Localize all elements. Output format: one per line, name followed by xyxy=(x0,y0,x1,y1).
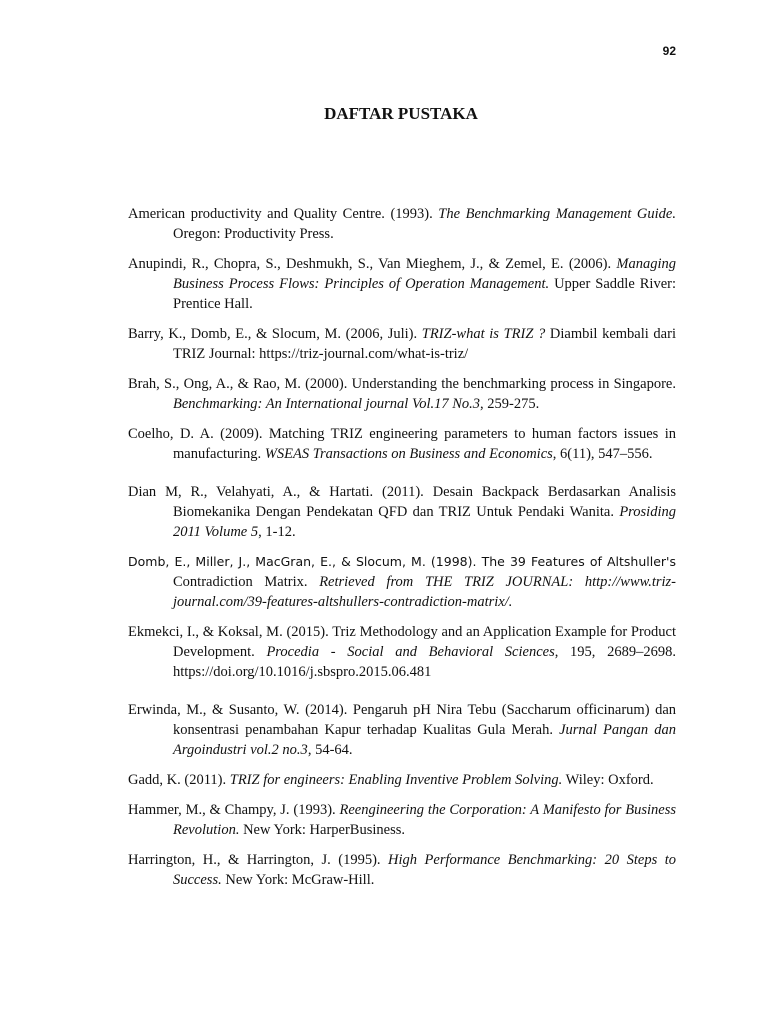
reference-entry: Ekmekci, I., & Koksal, M. (2015). Triz Methodology and an Application Example for Product Development. Procedia - Social and Behavioral Sciences, 195, 2689–2698. https://doi.org/10.1016/j.sbspro.2015.06.481 xyxy=(128,624,677,680)
reference-entry: Coelho, D. A. (2009). Matching TRIZ engineering parameters to human factors issues in manufacturing. WSEAS Transactions on Business and Economics, 6(11), 547–556. xyxy=(128,426,676,462)
reference-entry: Brah, S., Ong, A., & Rao, M. (2000). Understanding the benchmarking process in Singapore. Benchmarking: An International journal Vol.17 No.3, 259-275. xyxy=(128,376,676,412)
reference-entry: Anupindi, R., Chopra, S., Deshmukh, S., Van Mieghem, J., & Zemel, E. (2006). Managing Business Process Flows: Principles of Operation Management. Upper Saddle River: Prentice Hall. xyxy=(128,256,676,312)
reference-entry: Hammer, M., & Champy, J. (1993). Reengineering the Corporation: A Manifesto for Business Revolution. New York: HarperBusiness. xyxy=(128,802,676,838)
reference-list xyxy=(128,204,676,900)
reference-entry: Harrington, H., & Harrington, J. (1995). High Performance Benchmarking: 20 Steps to Success. New York: McGraw-Hill. xyxy=(128,852,676,888)
reference-entry: Dian M, R., Velahyati, A., & Hartati. (2011). Desain Backpack Berdasarkan Analisis Biomekanika Dengan Pendekatan QFD dan TRIZ Untuk Pendaki Wanita. Prosiding 2011 Volume 5, 1-12. xyxy=(128,484,676,540)
reference-entry: Gadd, K. (2011). TRIZ for engineers: Enabling Inventive Problem Solving. Wiley: Oxford. xyxy=(128,772,654,788)
page-title: DAFTAR PUSTAKA xyxy=(324,104,478,123)
reference-entry: American productivity and Quality Centre. (1993). The Benchmarking Management Guide. Oregon: Productivity Press. xyxy=(128,206,676,242)
reference-entry: Erwinda, M., & Susanto, W. (2014). Pengaruh pH Nira Tebu (Saccharum officinarum) dan konsentrasi penambahan Kapur terhadap Kualitas Gula Merah. Jurnal Pangan dan Argoindustri vol.2 no.3, 54-64. xyxy=(128,702,676,758)
reference-entry: Barry, K., Domb, E., & Slocum, M. (2006, Juli). TRIZ-what is TRIZ ? Diambil kembali dari TRIZ Journal: https://triz-journal.com/what-is-triz/ xyxy=(128,326,676,362)
page-number: 92 xyxy=(662,44,676,58)
reference-entry: Domb, E., Miller, J., MacGran, E., & Slocum, M. (1998). The 39 Features of Altshuller's Contradiction Matrix. Retrieved from THE TRIZ JOURNAL: http://www.triz-journal.com/39-features-altshullers-contradiction-matrix/. xyxy=(128,554,677,610)
